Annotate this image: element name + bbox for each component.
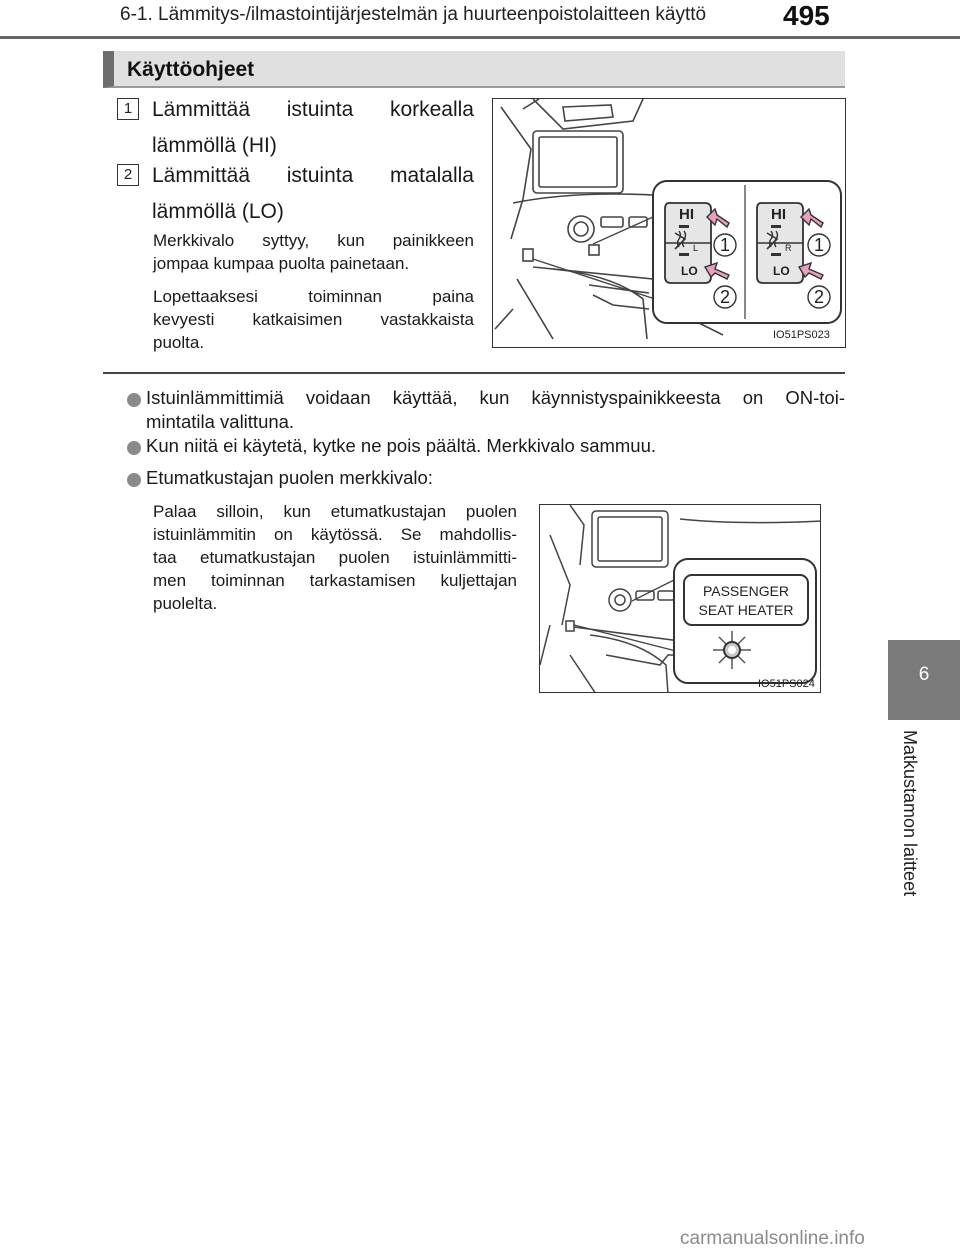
header-title: 6-1. Lämmitys-/ilmastointijärjestelmän ja huurteenpoistolaitteen käyttö — [120, 4, 707, 25]
header-rule — [0, 36, 960, 39]
passenger-note-line-1: Palaa silloin, kun etumatkustajan puolen — [153, 502, 517, 521]
footer-watermark: carmanualsonline.info — [680, 1228, 865, 1249]
passenger-note-line-2: istuinlämmitin on käytössä. Se mahdollis- — [153, 525, 517, 544]
stop-note-line-3: puolta. — [153, 333, 205, 352]
bullet-1-line-1: Istuinlämmittimiä voidaan käyttää, kun käynnistyspainikkeesta on ON-toi- — [146, 387, 845, 408]
indicator-note-line-1: Merkkivalo syttyy, kun painikkeen — [153, 231, 474, 250]
section-divider — [103, 372, 845, 374]
item-1-line-2: lämmöllä (HI) — [152, 134, 277, 157]
passenger-label-line-1: PASSENGER — [702, 583, 790, 599]
bullet-2-text: Kun niitä ei käytetä, kytke ne pois päältä. Merkkivalo sammuu. — [146, 435, 657, 456]
seat-heater-switch-figure — [492, 98, 846, 348]
item-number-1: 1 — [117, 98, 139, 120]
section-heading — [103, 51, 845, 88]
bullet-icon — [127, 393, 141, 407]
bullet-3-text: Etumatkustajan puolen merkkivalo: — [146, 467, 433, 488]
indicator-note-line-2: jompaa kumpaa puolta painetaan. — [153, 254, 410, 273]
right-hi-label: HI — [771, 206, 786, 223]
bullet-icon — [127, 473, 141, 487]
figure1-code: IO51PS023 — [773, 329, 830, 341]
page-number: 495 — [783, 0, 830, 31]
section-heading-text: Käyttöohjeet — [127, 58, 255, 81]
callout-1-left: 1 — [719, 235, 731, 255]
left-lo-label: LO — [681, 264, 698, 278]
left-side-label: L — [693, 243, 699, 253]
item-1-line-1: Lämmittää istuinta korkealla — [152, 98, 474, 121]
stop-note-line-1: Lopettaaksesi toiminnan paina — [153, 287, 474, 306]
chapter-label: Matkustamon laitteet — [900, 730, 920, 897]
passenger-indicator-figure — [539, 504, 821, 693]
passenger-note-line-5: puolelta. — [153, 594, 218, 613]
passenger-indicator-illustration — [540, 505, 821, 693]
bullet-icon — [127, 441, 141, 455]
item-2-line-1: Lämmittää istuinta matalalla — [152, 164, 474, 187]
item-2-line-2: lämmöllä (LO) — [152, 200, 284, 223]
right-side-label: R — [785, 243, 792, 253]
seat-heater-switch-illustration — [493, 99, 846, 348]
callout-2-left: 2 — [719, 287, 731, 307]
chapter-number: 6 — [918, 664, 930, 685]
right-lo-label: LO — [773, 264, 790, 278]
bullet-1-line-2: mintatila valittuna. — [146, 411, 295, 432]
callout-2-right: 2 — [813, 287, 825, 307]
chapter-tab[interactable] — [888, 640, 960, 720]
passenger-note-line-3: taa etumatkustajan puolen istuinlämmitti- — [153, 548, 517, 567]
callout-1-right: 1 — [813, 235, 825, 255]
figure2-code: IO51PS024 — [758, 678, 815, 690]
stop-note-line-2: kevyesti katkaisimen vastakkaista — [153, 310, 474, 329]
passenger-note-line-4: men toiminnan tarkastamisen kuljettajan — [153, 571, 517, 590]
passenger-label-line-2: SEAT HEATER — [698, 602, 794, 618]
left-hi-label: HI — [679, 206, 694, 223]
item-number-2: 2 — [117, 164, 139, 186]
